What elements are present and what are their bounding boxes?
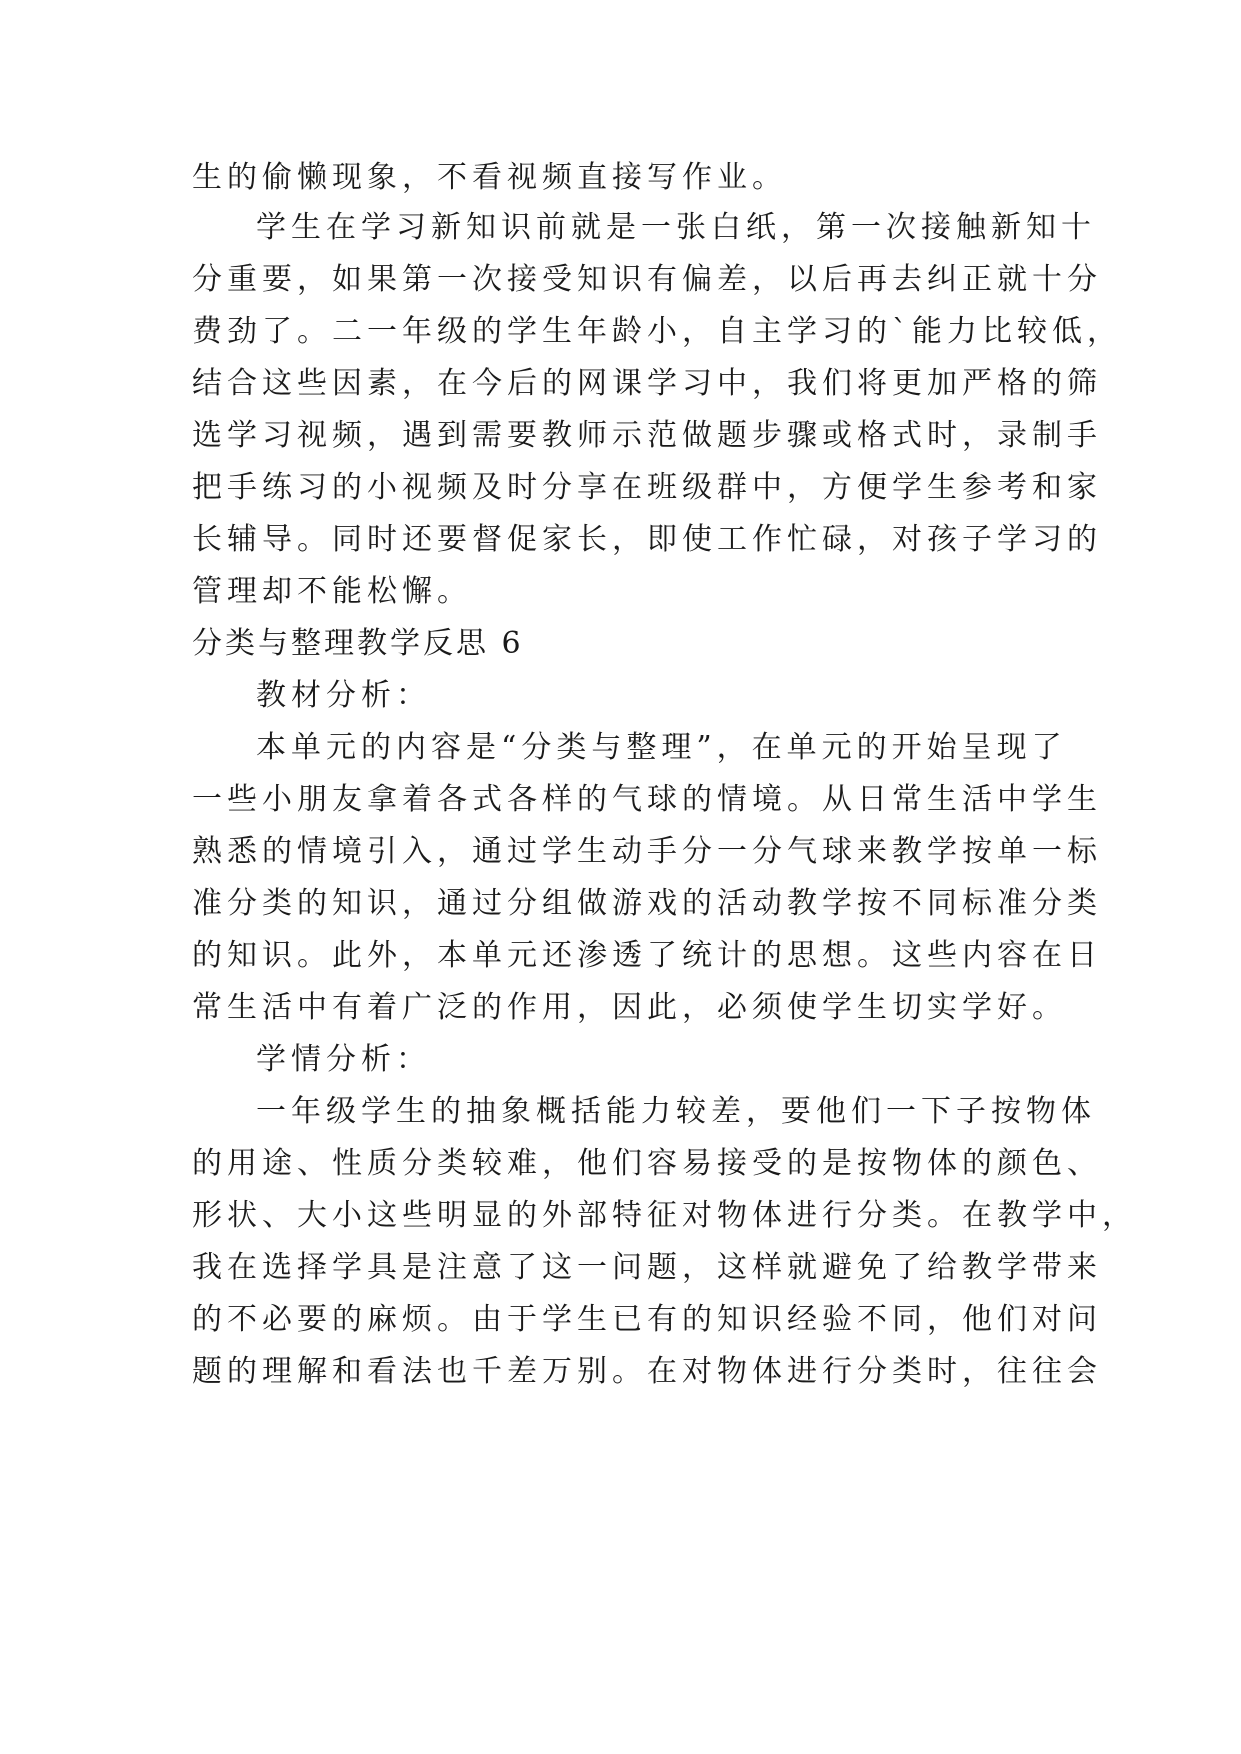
paragraph-line: 准分类的知识，通过分组做游戏的活动教学按不同标准分类 [192,886,1102,921]
paragraph-line: 题的理解和看法也千差万别。在对物体进行分类时，往往会 [192,1354,1102,1389]
paragraph-line: 我在选择学具是注意了这一问题，这样就避免了给教学带来 [192,1250,1102,1285]
paragraph-line: 形状、大小这些明显的外部特征对物体进行分类。在教学中， [192,1198,1137,1233]
paragraph-line: 的知识。此外，本单元还渗透了统计的思想。这些内容在日 [192,938,1102,973]
paragraph-line: 常生活中有着广泛的作用，因此，必须使学生切实学好。 [192,990,1067,1025]
paragraph-line: 长辅导。同时还要督促家长，即使工作忙碌，对孩子学习的 [192,522,1102,557]
paragraph-line: 的不必要的麻烦。由于学生已有的知识经验不同，他们对问 [192,1302,1102,1337]
paragraph-line: 把手练习的小视频及时分享在班级群中，方便学生参考和家 [192,470,1102,505]
paragraph-line: 分重要，如果第一次接受知识有偏差，以后再去纠正就十分 [192,262,1102,297]
section-heading: 分类与整理教学反思 6 [192,626,524,661]
paragraph-line: 一些小朋友拿着各式各样的气球的情境。从日常生活中学生 [192,782,1102,817]
paragraph-continuation-line: 生的偷懒现象，不看视频直接写作业。 [192,160,787,195]
paragraph-line: 结合这些因素，在今后的网课学习中，我们将更加严格的筛 [192,366,1102,401]
paragraph-line: 选学习视频，遇到需要教师示范做题步骤或格式时，录制手 [192,418,1102,453]
paragraph-first-line: 本单元的内容是“分类与整理”，在单元的开始呈现了 [256,730,1067,765]
paragraph-line: 的用途、性质分类较难，他们容易接受的是按物体的颜色、 [192,1146,1102,1181]
paragraph-line: 管理却不能松懈。 [192,574,472,609]
subheading-textbook-analysis: 教材分析： [256,678,431,713]
paragraph-first-line: 学生在学习新知识前就是一张白纸，第一次接触新知十 [256,210,1096,245]
paragraph-line: 费劲了。二一年级的学生年龄小，自主学习的`能力比较低， [192,314,1122,349]
paragraph-first-line: 一年级学生的抽象概括能力较差，要他们一下子按物体 [256,1094,1096,1129]
paragraph-line: 熟悉的情境引入，通过学生动手分一分气球来教学按单一标 [192,834,1102,869]
subheading-student-analysis: 学情分析： [256,1042,431,1077]
